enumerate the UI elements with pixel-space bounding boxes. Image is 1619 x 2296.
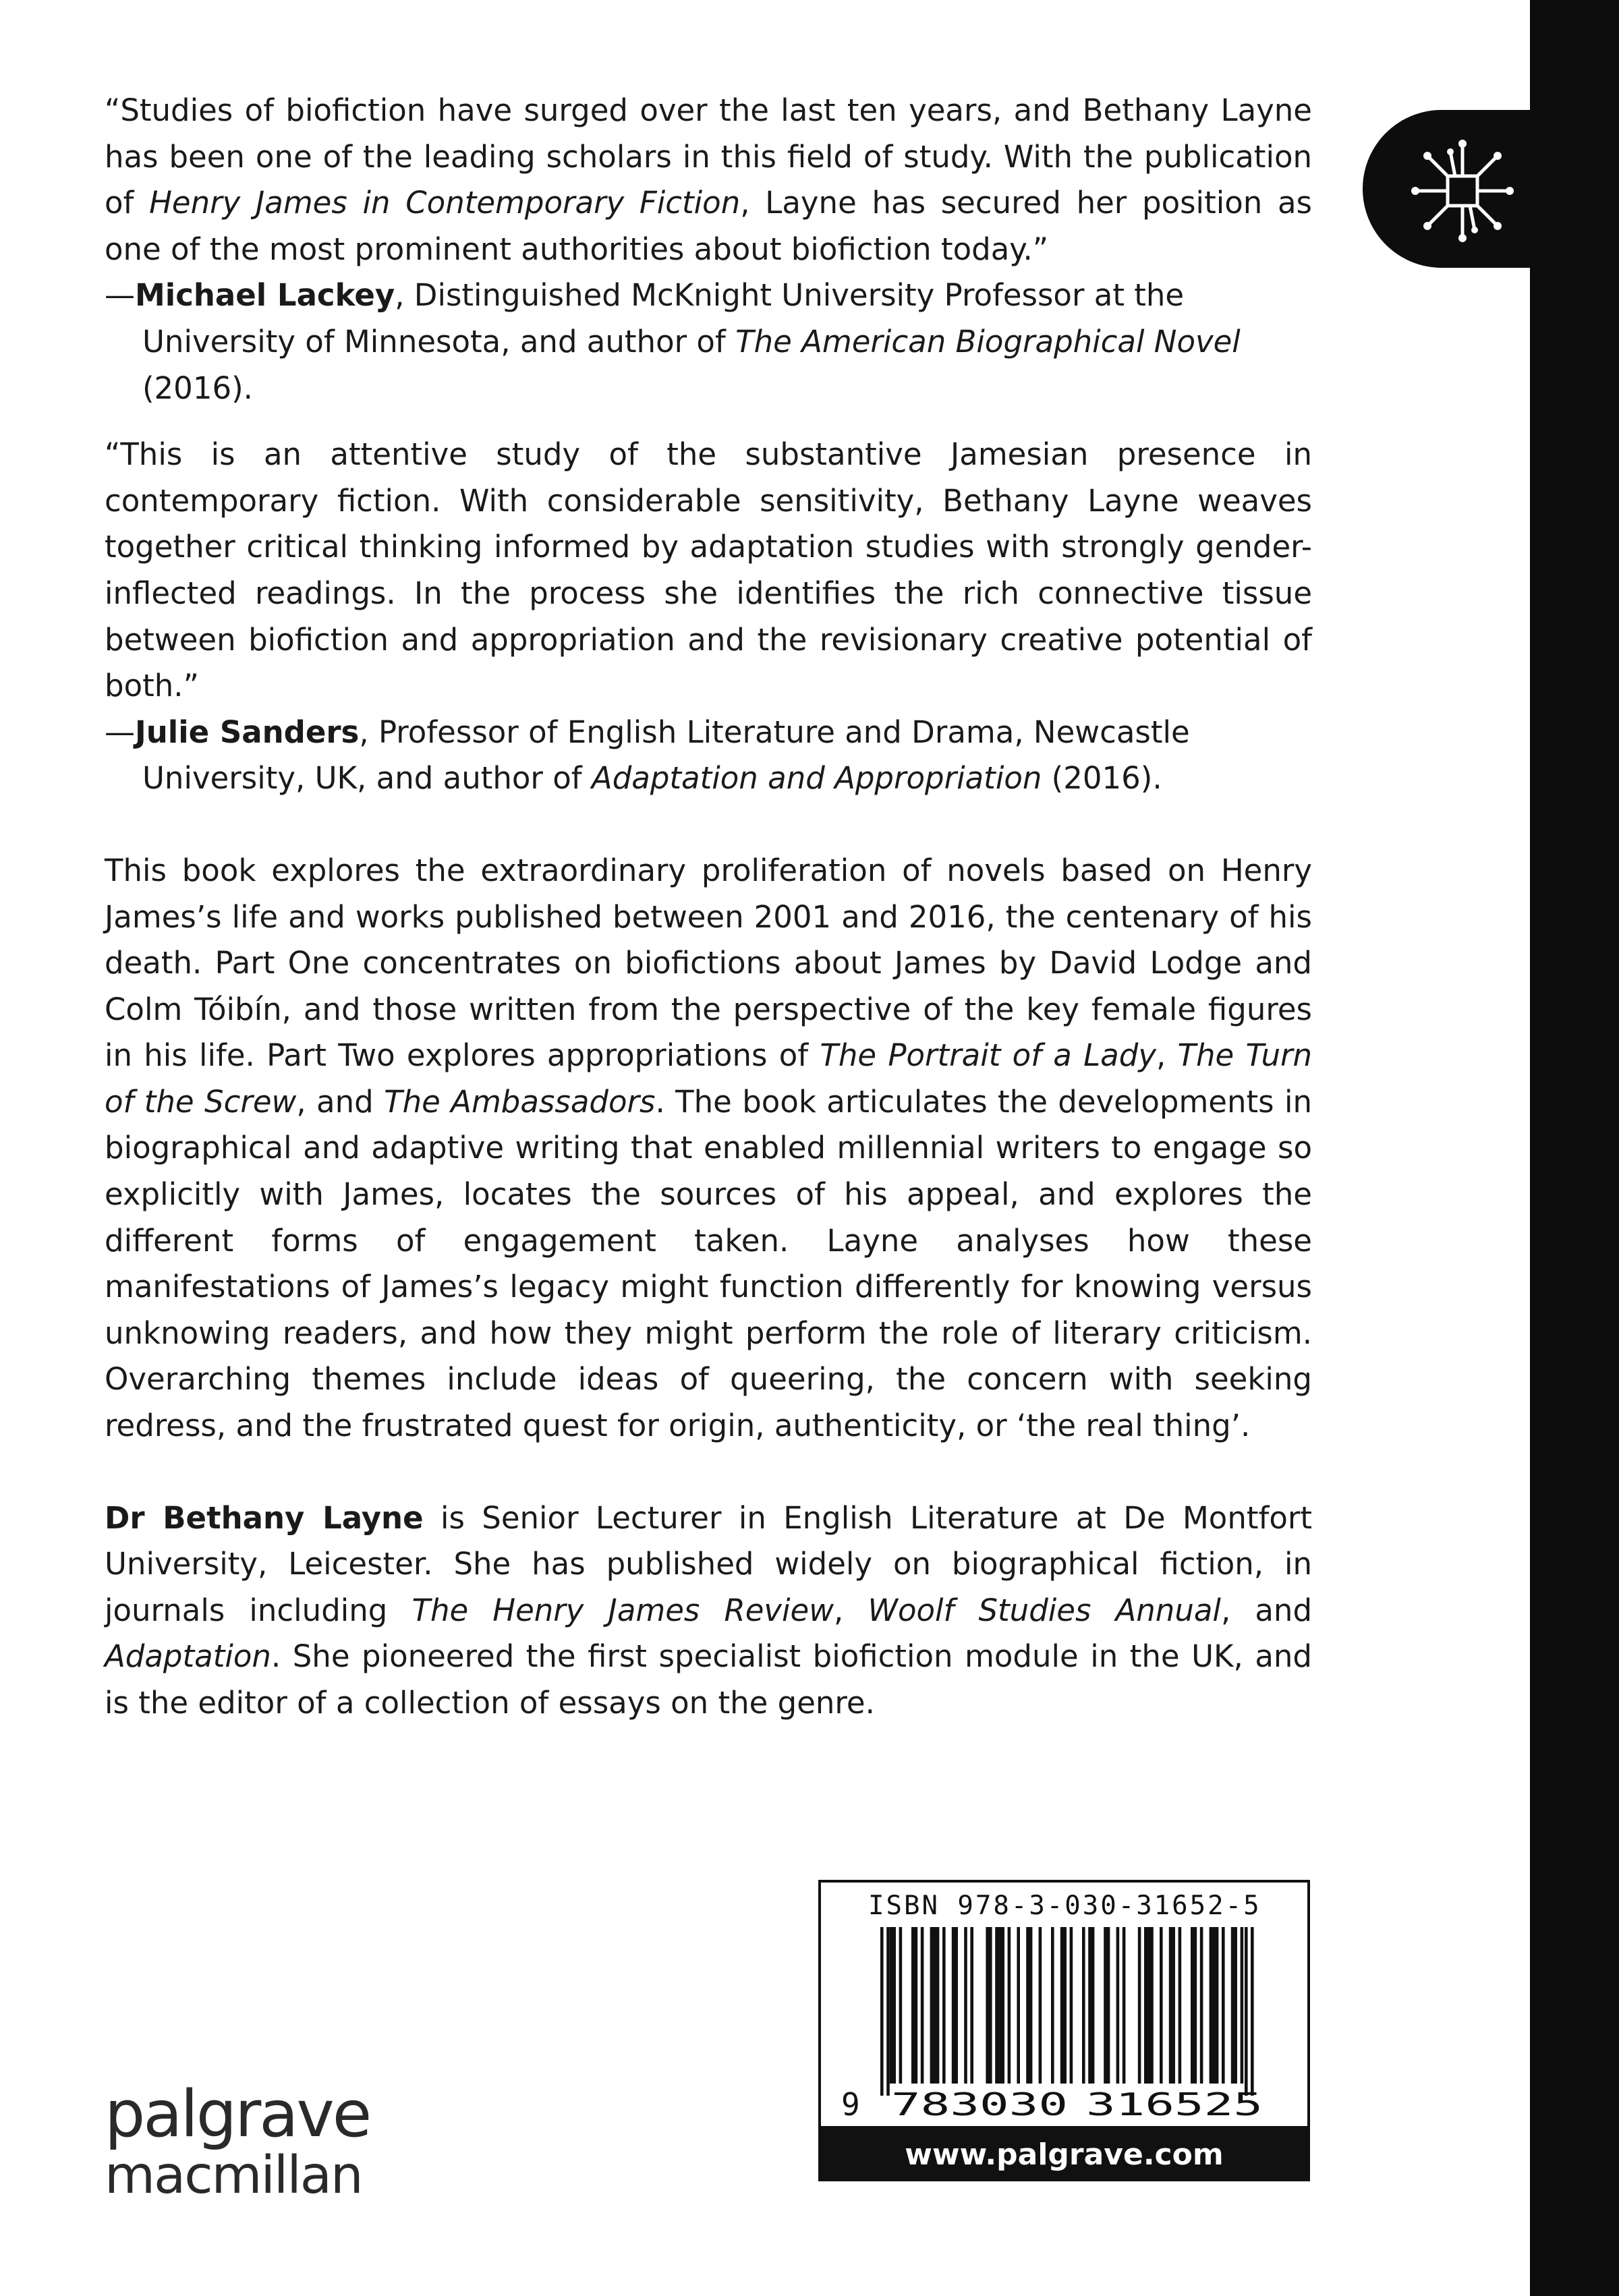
author-name: Dr Bethany Layne: [105, 1499, 424, 1536]
barcode-bar: [921, 1927, 924, 2084]
quote-text: , Layne has secured her position as one of the most prominent authorities about biofiction today.”: [105, 185, 1312, 267]
palgrave-network-square-icon: [1402, 130, 1523, 252]
barcode-bar: [1210, 1927, 1219, 2084]
book-description: [105, 848, 1312, 1450]
description-text: This book explores the extraordinary proliferation of novels based on Henry James’s life and works published between 2001 and 2016, the centenary of his death. Part One concentrates on biofictions about James by David Lodge and Colm Tóibín, and those written from the perspective of the key female figures in his life. Part Two explores appropriations of: [105, 852, 1312, 1074]
barcode-bar: [1104, 1927, 1110, 2084]
publisher-wordmark: [105, 2077, 370, 2206]
barcode-bar: [964, 1927, 967, 2084]
separator: ,: [834, 1592, 868, 1628]
description-text: . The book articulates the developments in biographical and adaptive writing that enabled millennial writers to engage so explicitly with James, locates the sources of his appeal, and explores the different forms of engagement taken. Layne analyses how these manifestations of James’s legacy might function differently for knowing versus unknowing readers, and how they might perform the role of literary criticism. Overarching themes include ideas of queering, the concern with seeking redress, and the frustrated quest for origin, authenticity, or ‘the real thing’.: [105, 1083, 1312, 1444]
barcode-bar: [890, 1927, 896, 2084]
endorser-name: Michael Lackey: [135, 277, 395, 314]
barcode-bar: [1088, 1927, 1094, 2084]
separator: , and: [1220, 1592, 1313, 1628]
separator: , and: [296, 1083, 385, 1120]
barcode-digit-first: 9: [841, 2086, 860, 2123]
bio-text: . She pioneered the first specialist biofiction module in the UK, and is the editor of a collection of essays on the genre.: [105, 1638, 1312, 1721]
barcode-bar: [880, 1927, 884, 2096]
back-cover-text: [105, 88, 1312, 1727]
barcode-bars: [821, 1883, 1307, 2126]
barcode-bar: [1160, 1927, 1163, 2084]
quote-text: “Studies of biofiction have surged over the last ten years, and Bethany Layne has been one of the leading scholars in this field of study. With the publication of: [105, 92, 1312, 221]
barcode-bar: [899, 1927, 903, 2084]
barcode-bar: [1144, 1927, 1154, 2084]
barcode-bar: [1116, 1927, 1120, 2084]
barcode-bar: [1008, 1927, 1011, 2084]
publisher-url: www.palgrave.com: [818, 2129, 1310, 2181]
barcode-bar: [1251, 1927, 1254, 2096]
publisher-name-line2: macmillan: [105, 2146, 362, 2206]
barcode-bar: [1169, 1927, 1175, 2084]
endorsement-attribution-1: —Michael Lackey, Distinguished McKnight University Professor at the University of Minnesota, and author of The American Biographical Novel (2016).: [105, 277, 1241, 406]
endorsement-quote-2: “This is an attentive study of the substantive Jamesian presence in contemporary fiction. With considerable sensitivity, Bethany Layne weaves together critical thinking informed by adaptation studies with strongly gender-inflected readings. In the process she identifies the rich connective tissue between biofiction and appropriation and the revisionary creative potential of both.”: [105, 436, 1312, 704]
barcode-bar: [1026, 1927, 1032, 2084]
isbn-label: ISBN 978-3-030-31652-5: [868, 1891, 1261, 1921]
barcode-digits-left: 783030: [891, 2086, 1068, 2123]
journal-title: Adaptation: [105, 1638, 271, 1675]
barcode-bar: [1039, 1927, 1042, 2084]
endorser-affiliation: , Professor of English Literature and Drama, Newcastle University, UK, and author of: [142, 714, 1190, 797]
barcode-bar: [986, 1927, 992, 2084]
barcode-bar: [886, 1927, 890, 2096]
work-title: The Ambassadors: [384, 1083, 656, 1120]
barcode-bar: [1178, 1927, 1182, 2084]
publisher-name-line1: palgrave: [105, 2077, 370, 2152]
endorsement-quote-1: [105, 88, 1312, 272]
barcode-bar: [1231, 1927, 1237, 2084]
barcode-bar: [911, 1927, 917, 2084]
journal-title: Woolf Studies Annual: [868, 1592, 1221, 1628]
endorser-book-year: (2016).: [142, 370, 253, 406]
barcode-bar: [1245, 1927, 1248, 2096]
work-title: The Turn of the Screw: [105, 1037, 1312, 1120]
book-title: Henry James in Contemporary Fiction: [149, 185, 741, 221]
publisher-logo-tab: [1363, 110, 1619, 268]
barcode-bar: [942, 1927, 946, 2084]
barcode-bar: [1241, 1927, 1244, 2084]
endorser-name: Julie Sanders: [135, 714, 360, 750]
book-spine: [1530, 0, 1619, 2296]
barcode-bar: [930, 1927, 940, 2084]
barcode-bar: [1017, 1927, 1020, 2084]
endorser-affiliation: , Distinguished McKnight University Professor at the University of Minnesota, and author of: [142, 277, 1185, 360]
barcode-digits-right: 316525: [1086, 2086, 1263, 2123]
isbn-barcode: [818, 1880, 1310, 2129]
barcode-bar: [1222, 1927, 1225, 2084]
author-bio: [105, 1495, 1312, 1727]
journal-title: The Henry James Review: [411, 1592, 834, 1628]
barcode-bar: [1138, 1927, 1141, 2084]
barcode-bar: [970, 1927, 973, 2084]
barcode-bar: [1200, 1927, 1203, 2084]
barcode-bar: [1051, 1927, 1054, 2084]
separator: ,: [1156, 1037, 1178, 1074]
endorser-book-year: (2016).: [1042, 760, 1162, 797]
endorsement-attribution-2: —Julie Sanders, Professor of English Literature and Drama, Newcastle University, UK, and author of Adaptation and Appropriation (2016).: [105, 714, 1190, 797]
bio-text: is Senior Lecturer in English Literature at De Montfort University, Leicester. She has published widely on biographical fiction, in journals including: [105, 1499, 1313, 1628]
barcode-bar: [1070, 1927, 1073, 2084]
endorser-book-title: Adaptation and Appropriation: [591, 760, 1042, 797]
barcode-bar: [995, 1927, 1004, 2084]
endorser-book-title: The American Biographical Novel: [735, 323, 1241, 360]
barcode-bar: [1082, 1927, 1085, 2084]
barcode-bar: [952, 1927, 958, 2084]
barcode-bar: [1191, 1927, 1197, 2084]
barcode-bar: [1060, 1927, 1067, 2084]
work-title: The Portrait of a Lady: [820, 1037, 1156, 1074]
barcode-bar: [1123, 1927, 1126, 2084]
